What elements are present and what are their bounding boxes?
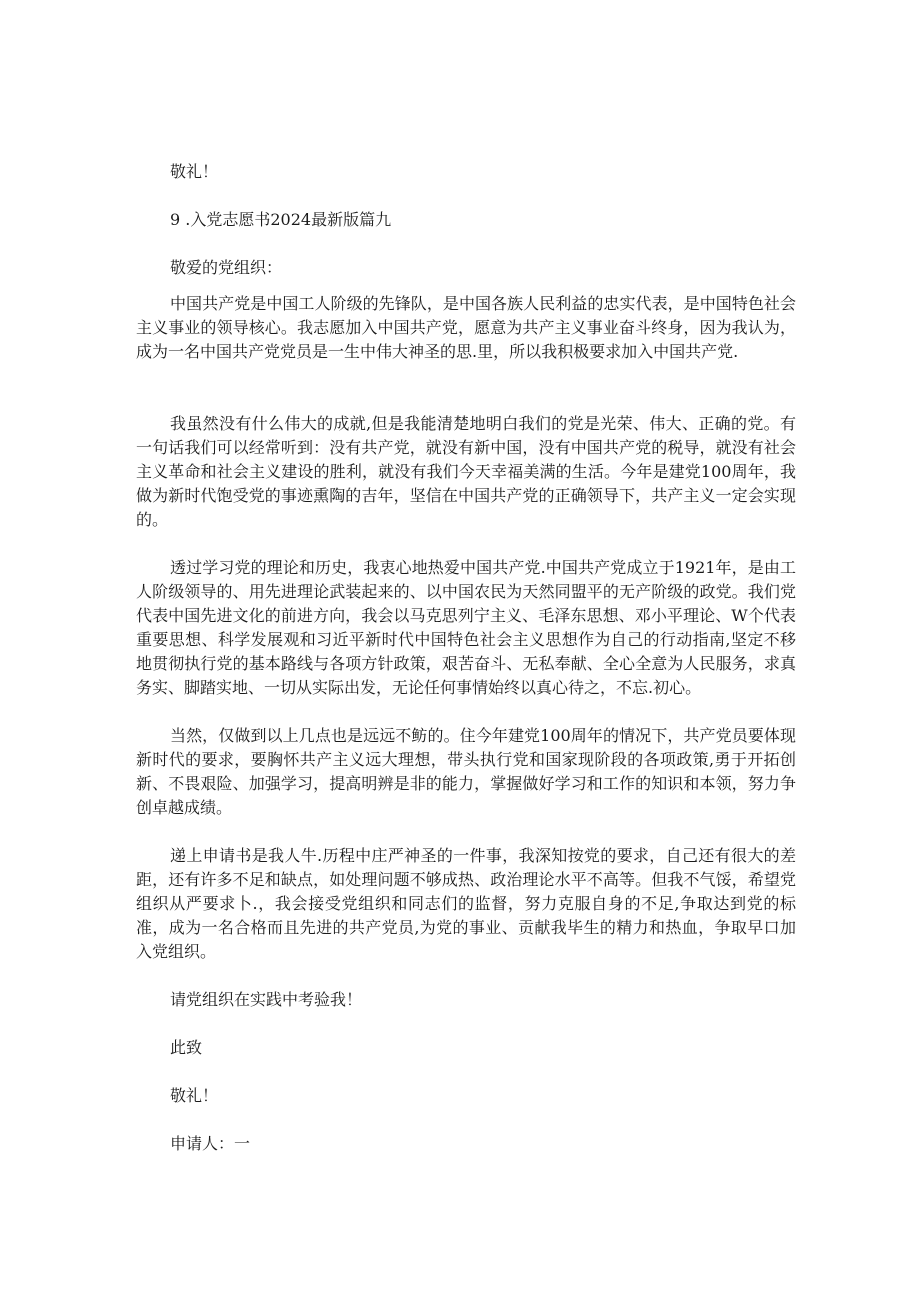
closing-greeting-bottom: 敬礼！: [170, 1086, 219, 1105]
paragraph-4: 当然，仅做到以上几点也是远远不鲂的。住今年建党100周年的情况下，共产党员要体现新时代的要求，要胸怀共产主义远大理想，带头执行党和国家现阶段的各项政策,勇于开拓创新、不畏艰险、加强学习，提高明辨是非的能力，掌握做好学习和工作的知识和本领，努力争创卓越成绩。: [136, 726, 796, 817]
applicant-line: 申请人：一: [170, 1134, 251, 1153]
zhici: 此致: [170, 1038, 203, 1057]
request-line: 请党组织在实践中考验我！: [170, 990, 363, 1009]
paragraph-5: 递上申请书是我人牛.历程中庄严神圣的一件事，我深知按党的要求，自己还有很大的差距，还有许多不足和缺点，如处理问题不够成热、政治理论水平不高等。但我不气馁，希望党组织从严要求卜.，我会接受党组织和同志们的监督，努力克服自身的不足,争取达到党的标准，成为一名合格而且先进的共产党员,为党的事业、贡献我毕生的精力和热血，争取早口加入党组织。: [136, 846, 796, 961]
paragraph-1: 中国共产党是中国工人阶级的先锋队，是中国各族人民利益的忠实代表，是中国特色社会主义事业的领导核心。我志愿加入中国共产党，愿意为共产主义事业奋斗终身，因为我认为，成为一名中国共产党党员是一生中伟大神圣的思.里，所以我积极要求加入中国共产党.: [136, 294, 796, 361]
salutation: 敬爱的党组织：: [170, 258, 283, 277]
section-heading: 9 .入党志愿书2024最新版篇九: [170, 210, 392, 229]
paragraph-3: 透过学习党的理论和历史，我衷心地热爱中国共产党.中国共产党成立于1921年，是由工人阶级领导的、用先进理论武装起来的、以中国农民为天然同盟平的无产阶级的政党。我们党代表中国先进文化的前进方向，我会以马克思列宁主义、毛泽东思想、邓小平理论、W个代表重要思想、科学发展观和习近平新时代中国特色社会主义思想作为自己的行动指南,坚定不移地贯彻执行党的基本路线与各项方针政策，艰苦奋斗、无私奉献、全心全意为人民服务，求真务实、脚踏实地、一切从实际出发，无论任何事情始终以真心待之，不忘.初心。: [136, 558, 796, 697]
paragraph-2: 我虽然没有什么伟大的成就,但是我能清楚地明白我们的党是光荣、伟大、正确的党。有一句话我们可以经常听到：没有共产党，就没有新中国，没有中国共产党的税导，就没有社会主义革命和社会主义建设的胜利，就没有我们今天幸福美满的生活。今年是建党100周年，我做为新时代饱受党的事迹熏陶的吉年，坚信在中国共产党的正确领导下，共产主义一定会实现的。: [136, 414, 796, 529]
closing-greeting-top: 敬礼！: [170, 162, 219, 181]
